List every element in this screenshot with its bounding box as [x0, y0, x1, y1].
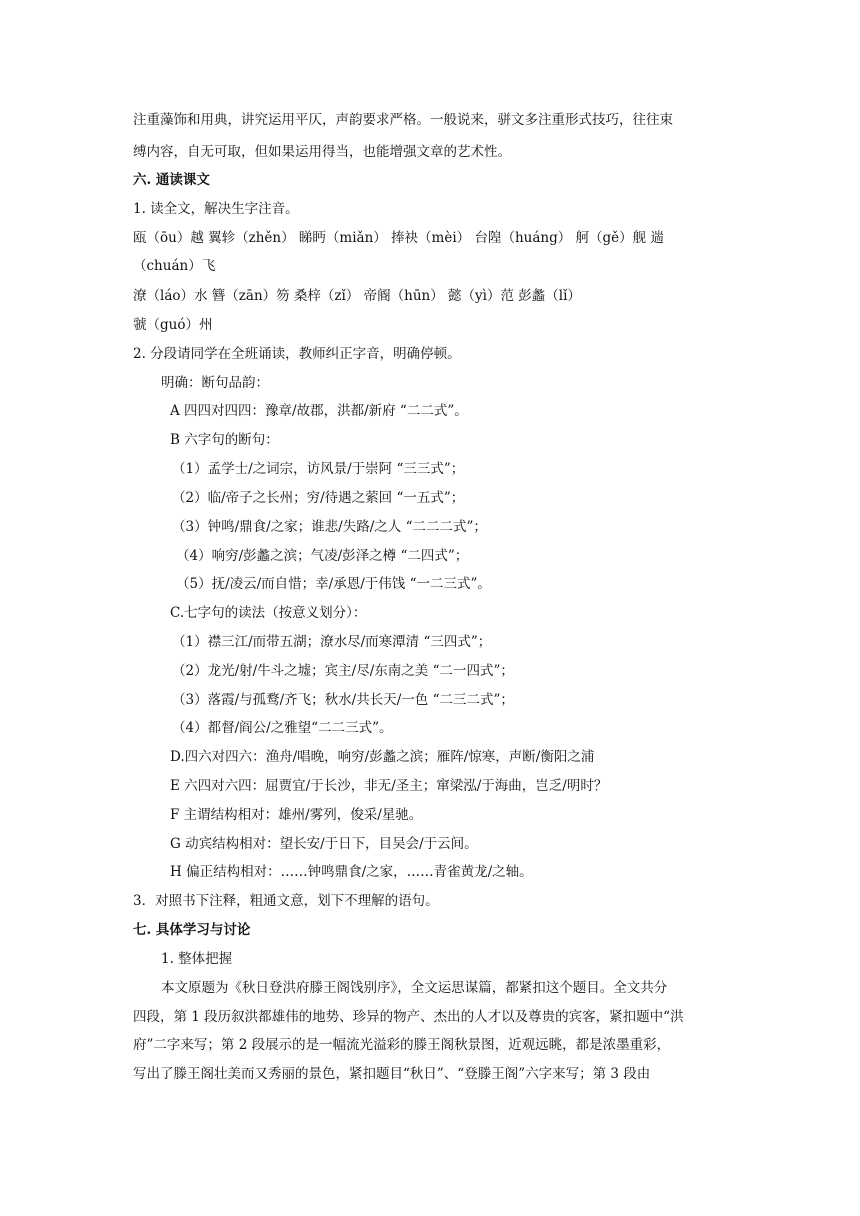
pinyin-line-3: 潦（láo）水 簪（zān）笏 桑梓（zǐ） 帝阍（hūn） 懿（yì）范 彭蠡（lǐ）: [133, 288, 581, 304]
pattern-g: G 动宾结构相对：望长安/于日下，目吴会/于云间。: [170, 836, 478, 852]
paragraph-line-1: 本文原题为《秋日登洪府滕王阁饯别序》，全文运思谋篇，都紧扣这个题目。全文共分: [161, 980, 668, 996]
pattern-b: B 六字句的断句：: [170, 432, 279, 448]
pattern-e: E 六四对六四：屈贾宜/于长沙，非无/圣主；窜梁泓/于海曲，岂乏/明时？: [170, 778, 608, 794]
pattern-c: C.七字句的读法（按意义划分）：: [170, 605, 367, 621]
intro-line-1: 注重藻饰和用典，讲究运用平仄，声韵要求严格。一般说来，骈文多注重形式技巧，往往束: [133, 112, 673, 128]
pattern-f: F 主谓结构相对：雄州/雾列，俊采/星驰。: [170, 807, 423, 823]
pattern-d: D.四六对四六：渔舟/唱晚，响穷/彭蠡之滨；雁阵/惊寒，声断/衡阳之浦: [170, 749, 595, 765]
paragraph-line-4: 写出了滕王阁壮美而又秀丽的景色，紧扣题目“秋日”、“登滕王阁”六字来写；第 3 段由: [133, 1066, 651, 1082]
section-6-heading: 六. 通读课文: [133, 172, 210, 188]
section-7-sub-1: 1. 整体把握: [161, 951, 233, 967]
pattern-c-4: （4）都督/阎公/之雅望“二二三式”。: [172, 720, 393, 736]
pattern-c-2: （2）龙光/射/牛斗之墟；宾主/尽/东南之美 “二一四式”；: [172, 663, 514, 679]
pattern-b-1: （1）孟学士/之词宗，访风景/于崇阿 “三三式”；: [172, 461, 465, 477]
pattern-b-2: （2）临/帝子之长州；穷/待遇之萦回 “一五式”；: [172, 490, 465, 506]
pattern-c-3: （3）落霞/与孤鹜/齐飞；秋水/共长天/一色 “二三二式”；: [172, 692, 514, 708]
pattern-b-4: （4）响穷/彭蠡之滨；气凌/彭泽之樽 “二四式”；: [176, 548, 469, 564]
paragraph-line-3: 府”二字来写；第 2 段展示的是一幅流光溢彩的滕王阁秋景图，近观远眺，都是浓墨重彩，: [133, 1037, 671, 1053]
pattern-b-5: （5）抚/凌云/而自惜；幸/承恩/于伟饯 “一二三式”。: [176, 576, 491, 592]
pattern-h: H 偏正结构相对：……钟鸣鼎食/之家，……青雀黄龙/之轴。: [170, 864, 533, 880]
pattern-a: A 四四对四四：豫章/故郡，洪都/新府 “二二式”。: [170, 403, 468, 419]
clarify-label: 明确：断句品韵：: [161, 375, 269, 391]
pinyin-line-4: 虢（guó）州: [133, 317, 213, 333]
pinyin-line-1: 瓯（ōu）越 翼轸（zhěn） 睇眄（miǎn） 捧袂（mèi） 台隍（huáng） 舸（gě）舰 遄: [133, 230, 664, 246]
intro-line-2: 缚内容，自无可取，但如果运用得当，也能增强文章的艺术性。: [133, 144, 511, 160]
pattern-c-1: （1）襟三江/而带五湖；潦水尽/而寒潭清 “三四式”；: [172, 634, 492, 650]
pinyin-line-2: （chuán）飞: [133, 258, 216, 274]
section-6-item-1: 1. 读全文，解决生字注音。: [133, 201, 299, 217]
section-7-heading: 七. 具体学习与讨论: [133, 922, 251, 938]
section-6-item-2: 2. 分段请同学在全班诵读，教师纠正字音，明确停顿。: [133, 346, 461, 362]
section-6-item-3: 3．对照书下注释，粗通文意，划下不理解的语句。: [133, 893, 439, 909]
paragraph-line-2: 四段，第 1 段历叙洪都雄伟的地势、珍异的物产、杰出的人才以及尊贵的宾客，紧扣题中“洪: [133, 1009, 684, 1025]
pattern-b-3: （3）钟鸣/鼎食/之家；谁悲/失路/之人 “二二二式”；: [172, 519, 487, 535]
